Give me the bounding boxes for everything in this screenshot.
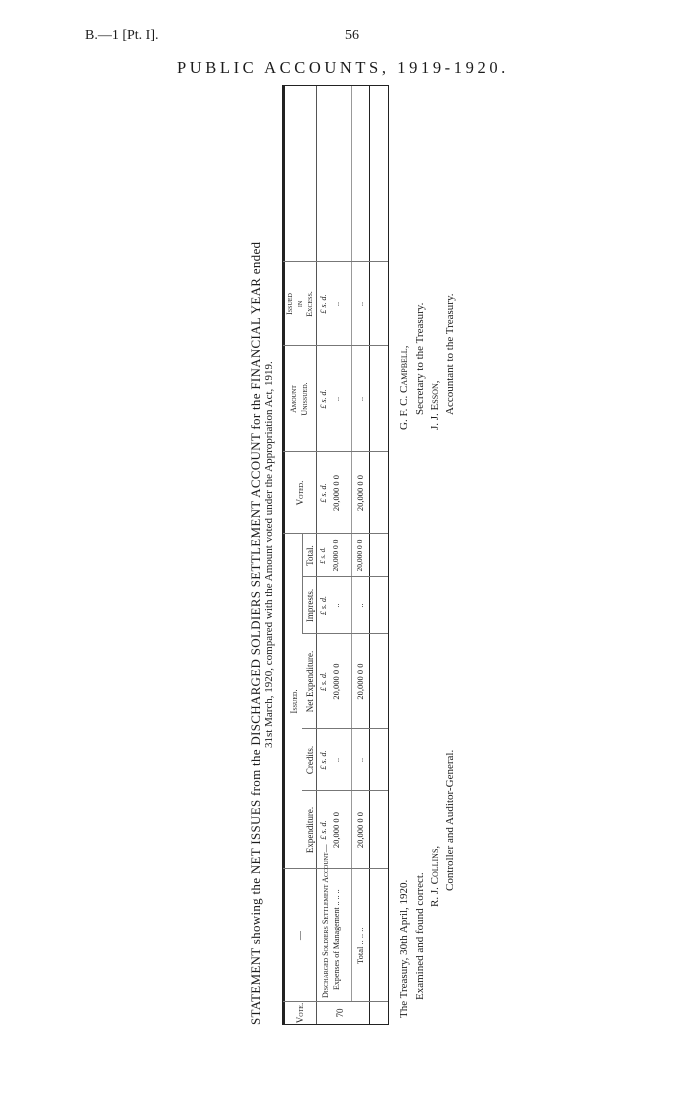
treasury-date: The Treasury, 30th April, 1920. xyxy=(398,879,410,1018)
accountant-name: J. J. Esson, xyxy=(429,380,441,430)
header-credits: Credits. xyxy=(305,745,315,775)
item-name: Expenses of Management .. .. .. xyxy=(332,889,341,990)
header-imprests: Imprests. xyxy=(305,588,315,623)
header-net-expenditure: Net Expenditure. xyxy=(305,650,315,713)
total-expenditure: 20,000 0 0 xyxy=(355,811,365,849)
row-unissued: .. xyxy=(331,396,341,402)
total-voted: 20,000 0 0 xyxy=(355,474,365,512)
lsd-label: £ s. d. xyxy=(319,595,328,616)
lsd-label: £ s. d. xyxy=(319,750,328,770)
header-issued: Issued. xyxy=(289,689,299,714)
lsd-label: £ s. d. xyxy=(319,483,328,503)
header-excess-2: in xyxy=(295,300,304,308)
page-number: 56 xyxy=(345,28,359,43)
total-unissued: .. xyxy=(355,396,365,402)
examined-note: Examined and found correct. xyxy=(414,872,426,1000)
secretary-name: G. F. C. Campbell, xyxy=(398,345,410,430)
accountant-title: Accountant to the Treasury. xyxy=(444,293,456,415)
row-credits: .. xyxy=(331,757,341,763)
lsd-label: £ s. d. xyxy=(319,389,328,409)
header-voted: Voted. xyxy=(295,480,305,506)
secretary-title: Secretary to the Treasury. xyxy=(414,302,426,415)
row-voted: 20,000 0 0 xyxy=(331,474,341,512)
total-imprests: .. xyxy=(355,603,365,608)
header-blank: — xyxy=(295,931,305,940)
header-unissued-1: Amount xyxy=(289,385,298,413)
row-total: 20,000 0 0 xyxy=(331,539,340,572)
total-excess: .. xyxy=(355,301,365,307)
lsd-label: £ s. d. xyxy=(319,671,328,692)
row-expenditure: 20,000 0 0 xyxy=(331,811,341,849)
header-excess-1: Issued xyxy=(285,293,294,315)
header-excess-3: Excess. xyxy=(305,291,314,317)
row-excess: .. xyxy=(331,301,341,307)
row-net-expenditure: 20,000 0 0 xyxy=(331,663,341,700)
header-expenditure: Expenditure. xyxy=(305,806,315,854)
total-total: 20,000 0 0 xyxy=(355,539,364,572)
lsd-label: £ s. d. xyxy=(319,820,328,840)
account-name: Discharged Soldiers Settlement Account— xyxy=(321,844,330,998)
statement-title: STATEMENT showing the NET ISSUES from the DISCHARGED SOLDIERS SETTLEMENT ACCOUNT for the FINANCIAL YEAR ended xyxy=(248,241,263,1025)
header-unissued-2: Unissued. xyxy=(300,382,309,416)
running-title: PUBLIC ACCOUNTS, 1919-1920. xyxy=(177,58,509,77)
statement-table xyxy=(282,85,389,1025)
total-credits: .. xyxy=(355,757,365,763)
total-label: Total .. .. .. xyxy=(355,927,365,964)
row-imprests: .. xyxy=(331,603,341,608)
page-reference: B.—1 [Pt. I]. xyxy=(85,28,159,43)
lsd-label: £ s. d. xyxy=(319,294,328,314)
auditor-title: Controller and Auditor-General. xyxy=(444,749,456,891)
vote-number: 70 xyxy=(335,1008,345,1018)
statement-subtitle: 31st March, 1920, compared with the Amount voted under the Appropriation Act, 1919. xyxy=(263,361,275,748)
header-vote: Vote. xyxy=(295,1002,305,1024)
auditor-name: R. J. Collins, xyxy=(429,845,441,907)
header-total: Total. xyxy=(305,545,315,566)
lsd-label: £ s. d. xyxy=(319,547,327,564)
total-net-expenditure: 20,000 0 0 xyxy=(355,663,365,700)
